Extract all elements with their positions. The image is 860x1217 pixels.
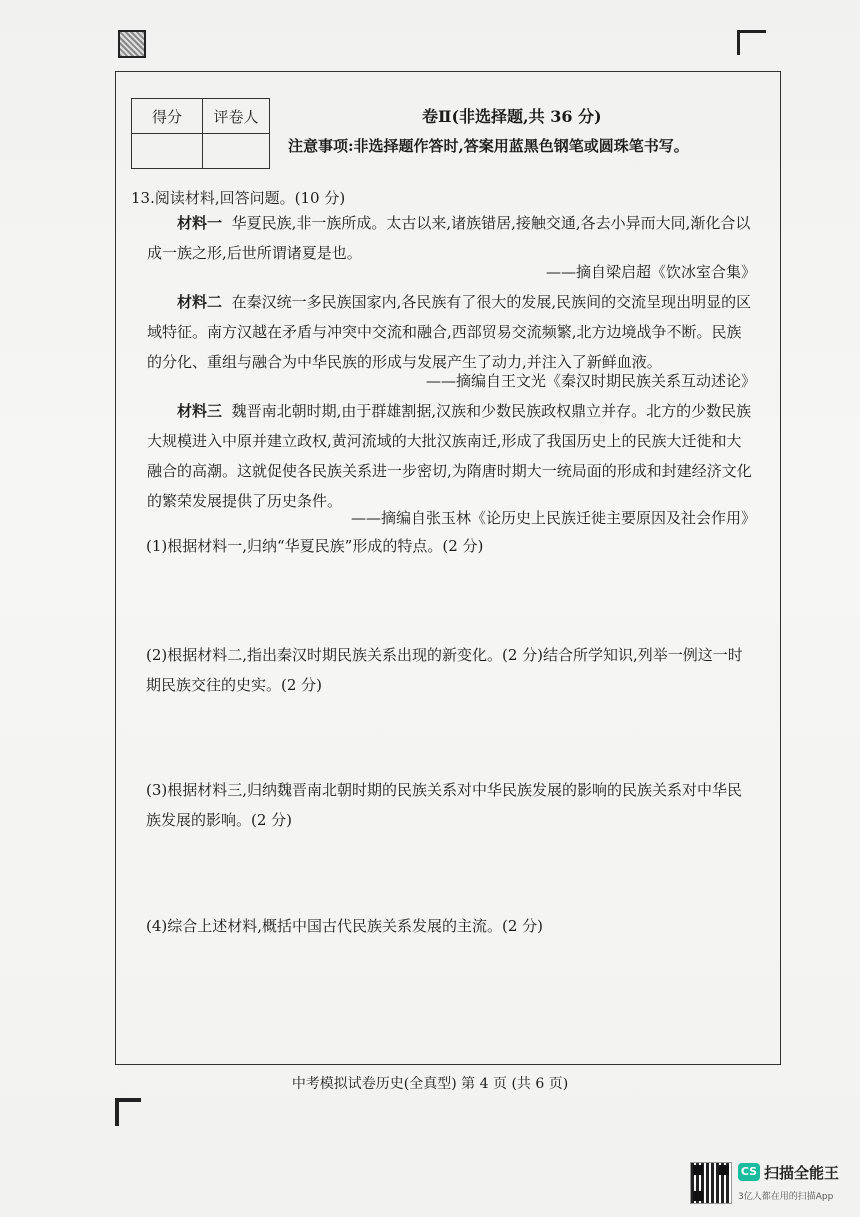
- corner-mark-top-right: [737, 30, 766, 55]
- material-2-source: ——摘编自王文光《秦汉时期民族关系互动述论》: [425, 372, 756, 390]
- corner-mark-bottom-left: [115, 1098, 141, 1126]
- question-title: 13.阅读材料,回答问题。(10 分): [131, 189, 346, 207]
- material-3-source: ——摘编自张玉林《论历史上民族迁徙主要原因及社会作用》: [350, 509, 756, 527]
- corner-mark-top-left: [118, 30, 146, 58]
- material-1-source: ——摘自梁启超《饮冰室合集》: [545, 263, 756, 281]
- subquestion-1: (1)根据材料一,归纳“华夏民族”形成的特点。(2 分): [146, 537, 484, 555]
- camscanner-tagline: 3亿人都在用的扫描App: [738, 1192, 834, 1202]
- material-3-label: 材料三: [177, 402, 223, 420]
- page-footer: 中考模拟试卷历史(全真型) 第 4 页 (共 6 页): [291, 1076, 569, 1092]
- camscanner-name: 扫描全能王: [764, 1164, 840, 1182]
- score-header: 得分: [132, 99, 203, 134]
- section-title: 卷Ⅱ(非选择题,共 36 分): [422, 107, 602, 126]
- material-1-text: 华夏民族,非一族所成。太古以来,诸族错居,接触交通,各去小异而大同,渐化合以成一族之形,后世所谓诸夏是也。: [147, 214, 751, 262]
- material-3-text: 魏晋南北朝时期,由于群雄割据,汉族和少数民族政权鼎立并存。北方的少数民族大规模进入中原并建立政权,黄河流域的大批汉族南迁,形成了我国历史上的民族大迁徙和大融合的高潮。这就促使各民族关系进一步密切,为隋唐时期大一统局面的形成和封建经济文化的繁荣发展提供了历史条件。: [147, 402, 752, 510]
- score-cell: [132, 134, 203, 169]
- grader-cell: [203, 134, 270, 169]
- camscanner-logo: CS: [738, 1163, 760, 1181]
- score-table: [131, 98, 270, 169]
- material-3: [147, 396, 753, 516]
- answer-notice: 注意事项:非选择题作答时,答案用蓝黑色钢笔或圆珠笔书写。: [288, 137, 689, 155]
- qr-code-icon: [690, 1162, 732, 1204]
- subquestion-4: (4)综合上述材料,概括中国古代民族关系发展的主流。(2 分): [146, 917, 544, 935]
- grader-header: 评卷人: [203, 99, 270, 134]
- material-2-text: 在秦汉统一多民族国家内,各民族有了很大的发展,民族间的交流呈现出明显的区域特征。南方汉越在矛盾与冲突中交流和融合,西部贸易交流频繁,北方边境战争不断。民族的分化、重组与融合为中华民族的形成与发展产生了动力,并注入了新鲜血液。: [147, 293, 752, 371]
- material-1: [147, 208, 753, 268]
- material-2-label: 材料二: [177, 293, 223, 311]
- material-2: [147, 287, 753, 377]
- subquestion-2: (2)根据材料二,指出秦汉时期民族关系出现的新变化。(2 分)结合所学知识,列举一例这一时期民族交往的史实。(2 分): [146, 646, 743, 694]
- subquestion-3: (3)根据材料三,归纳魏晋南北朝时期的民族关系对中华民族发展的影响的民族关系对中华民族发展的影响。(2 分): [146, 781, 743, 829]
- material-1-label: 材料一: [177, 214, 223, 232]
